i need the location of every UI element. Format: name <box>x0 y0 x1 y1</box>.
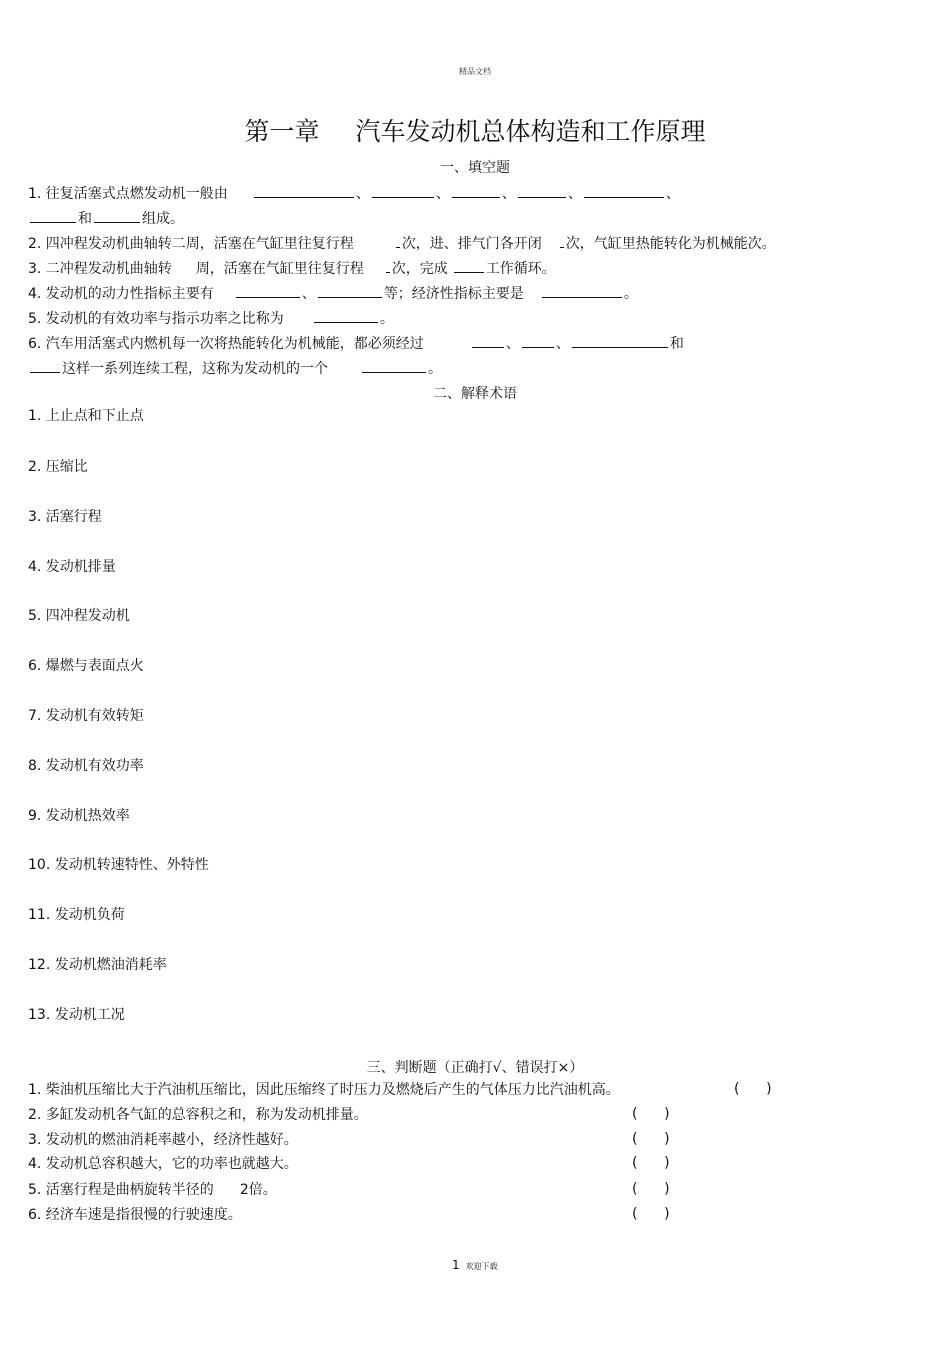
question-6-line-2: 这样一系列连续工程，这称为发动机的一个 。 <box>28 358 442 378</box>
section-terms-heading: 二、解释术语 <box>433 386 517 402</box>
answer-bracket[interactable]: ( ) <box>632 1181 670 1197</box>
blank[interactable] <box>472 333 504 348</box>
question-4: 4. 发动机的动力性指标主要有 、 等；经济性指标主要是 。 <box>28 283 638 303</box>
blank[interactable] <box>396 233 400 248</box>
term-item: 7. 发动机有效转矩 <box>28 708 144 724</box>
footer-text: 欢迎下载 <box>465 1262 498 1271</box>
judgement-item: 4. 发动机总容积越大，它的功率也就越大。 <box>28 1156 298 1172</box>
question-5: 5. 发动机的有效功率与指示功率之比称为 。 <box>28 308 394 328</box>
chapter-number: 第一章 <box>244 117 320 146</box>
judgement-item: 1. 柴油机压缩比大于汽油机压缩比，因此压缩终了时压力及燃烧后产生的气体压力比汽油机高。 <box>28 1082 620 1098</box>
term-item: 13. 发动机工况 <box>28 1007 125 1023</box>
answer-bracket[interactable]: ( ) <box>632 1106 670 1122</box>
chapter-name: 汽车发动机总体构造和工作原理 <box>355 117 706 146</box>
blank[interactable] <box>372 183 434 198</box>
page-header: 精品文档 <box>459 67 491 76</box>
question-6-line-1: 6. 汽车用活塞式内燃机每一次将热能转化为机械能，都必须经过 、 、 和 <box>28 333 684 353</box>
blank[interactable] <box>560 233 564 248</box>
term-item: 12. 发动机燃油消耗率 <box>28 957 167 973</box>
judgement-item: 3. 发动机的燃油消耗率越小，经济性越好。 <box>28 1132 298 1148</box>
answer-bracket[interactable]: ( ) <box>632 1155 670 1171</box>
blank[interactable] <box>30 358 60 373</box>
chapter-title <box>0 112 950 148</box>
answer-bracket[interactable]: ( ) <box>632 1131 670 1147</box>
answer-bracket[interactable]: ( ) <box>632 1206 670 1222</box>
blank[interactable] <box>254 183 354 198</box>
blank[interactable] <box>318 283 382 298</box>
judgement-item: 2. 多缸发动机各气缸的总容积之和，称为发动机排量。 <box>28 1107 368 1123</box>
page-footer <box>452 1258 498 1272</box>
blank[interactable] <box>30 208 76 223</box>
blank[interactable] <box>584 183 664 198</box>
question-3: 3. 二冲程发动机曲轴转 周，活塞在气缸里往复行程 次，完成 工作循环。 <box>28 258 556 278</box>
blank[interactable] <box>452 183 500 198</box>
answer-bracket[interactable]: ( ) <box>734 1081 772 1097</box>
question-1-line-2: 和 组成。 <box>28 208 184 228</box>
term-item: 5. 四冲程发动机 <box>28 608 130 624</box>
blank[interactable] <box>454 258 484 273</box>
term-item: 1. 上止点和下止点 <box>28 408 144 424</box>
blank[interactable] <box>94 208 140 223</box>
blank[interactable] <box>236 283 300 298</box>
question-1-line-1: 1. 往复活塞式点燃发动机一般由 、 、 、 、 、 <box>28 183 680 203</box>
blank[interactable] <box>314 308 378 323</box>
blank[interactable] <box>518 183 566 198</box>
judgement-item-5: 5. 活塞行程是曲柄旋转半径的 2倍。 <box>28 1182 277 1198</box>
term-item: 2. 压缩比 <box>28 459 88 475</box>
blank[interactable] <box>522 333 554 348</box>
section-fill-blank-heading: 一、填空题 <box>440 160 510 176</box>
term-item: 6. 爆燃与表面点火 <box>28 658 144 674</box>
section-judgement-heading: 三、判断题（正确打√、错误打×） <box>366 1060 584 1076</box>
term-item: 8. 发动机有效功率 <box>28 758 144 774</box>
question-2: 2. 四冲程发动机曲轴转二周，活塞在气缸里往复行程 次，进、排气门各开闭 次，气缸里热能转化为机械能次。 <box>28 233 776 253</box>
term-item: 10. 发动机转速特性、外特性 <box>28 857 209 873</box>
term-item: 11. 发动机负荷 <box>28 907 125 923</box>
blank[interactable] <box>362 358 426 373</box>
term-item: 3. 活塞行程 <box>28 509 102 525</box>
blank[interactable] <box>572 333 668 348</box>
judgement-item: 6. 经济车速是指很慢的行驶速度。 <box>28 1207 242 1223</box>
blank[interactable] <box>386 258 390 273</box>
term-item: 9. 发动机热效率 <box>28 808 130 824</box>
blank[interactable] <box>542 283 622 298</box>
term-item: 4. 发动机排量 <box>28 559 116 575</box>
page-number: 1 <box>452 1258 460 1272</box>
